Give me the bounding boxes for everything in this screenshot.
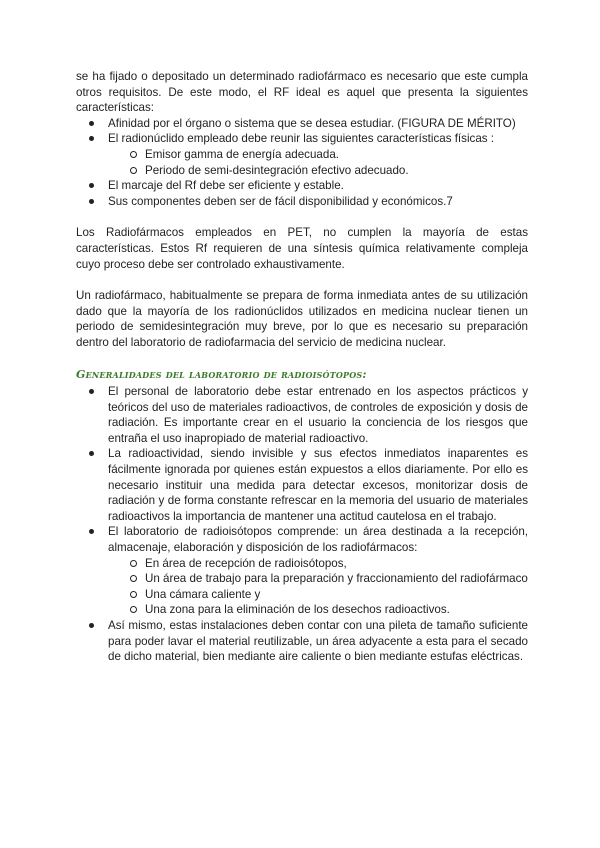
sub-list-item: Un área de trabajo para la preparación y fraccionamiento del radiofármaco (108, 571, 528, 587)
list-item: Sus componentes deben ser de fácil disponibilidad y económicos.7 (76, 194, 528, 210)
lab-areas-list (108, 556, 528, 618)
sub-list-item: Una cámara caliente y (108, 587, 528, 603)
list-item: El marcaje del Rf debe ser eficiente y estable. (76, 178, 528, 194)
sub-list-item: Emisor gamma de energía adecuada. (108, 147, 528, 163)
sub-list-item: Periodo de semi-desintegración efectivo adecuado. (108, 163, 528, 179)
lab-list (76, 384, 528, 665)
paragraph-gap (76, 209, 528, 225)
list-item: El radionúclido empleado debe reunir las siguientes características físicas : Emisor gamma de energía adecuada. Periodo de semi-desintegración efectivo adecuado. (76, 131, 528, 178)
list-item: La radioactividad, siendo invisible y sus efectos inmediatos inaparentes es fácilmente ignorada por quienes están expuestos a ellos diariamente. Por ello es necesario instituir una medida para detectar excesos, monitorizar dosis de radiación y de forma constante refrescar en la memoria del usuario de materiales radioactivos la importancia de mantener una actitud cautelosa en el trabajo. (76, 446, 528, 524)
pet-paragraph: Los Radiofármacos empleados en PET, no cumplen la mayoría de estas características. Estos Rf requieren de una síntesis química relativamente compleja cuyo proceso debe ser controlado exhaustivamente. (76, 226, 528, 271)
sub-list-item: Una zona para la eliminación de los desechos radioactivos. (108, 602, 528, 618)
intro-paragraph: se ha fijado o depositado un determinado radiofármaco es necesario que este cumpla otros requisitos. De este modo, el RF ideal es aquel que presenta la siguientes características: (76, 70, 528, 115)
preparation-paragraph: Un radiofármaco, habitualmente se prepara de forma inmediata antes de su utilización dado que la mayoría de los radionúclidos utilizados en medicina nuclear tienen un periodo de semidesintegración muy breve, por lo que es necesario su preparación dentro del laboratorio de radiofarmacia del servicio de medicina nuclear. (76, 289, 528, 349)
paragraph-gap (76, 351, 528, 367)
characteristics-list (76, 116, 528, 210)
physical-characteristics-list (108, 147, 528, 178)
document-page (76, 69, 528, 665)
list-item: El personal de laboratorio debe estar entrenado en los aspectos prácticos y teóricos del uso de materiales radioactivos, de controles de exposición y dosis de radiación. Es importante crear en el usuario la conciencia de los riesgos que entraña el uso inapropiado de material radioactivo. (76, 384, 528, 446)
list-item: Afinidad por el órgano o sistema que se desea estudiar. (FIGURA DE MÉRITO) (76, 116, 528, 132)
paragraph-gap (76, 272, 528, 288)
list-item: Así mismo, estas instalaciones deben contar con una pileta de tamaño suficiente para poder lavar el material reutilizable, un área adyacente a esta para el secado de dicho material, bien mediante aire caliente o bien mediante estufas eléctricas. (76, 618, 528, 665)
list-item: El laboratorio de radioisótopos comprende: un área destinada a la recepción, almacenaje, elaboración y disposición de los radiofármacos: En área de recepción de radioisótopos, Un área de trabajo para la preparación y fraccionamiento del radiofármaco Una cámara caliente y Una zona para la eliminación de los desechos radioactivos. (76, 524, 528, 618)
sub-list-item: En área de recepción de radioisótopos, (108, 556, 528, 572)
section-heading: Generalidades del laboratorio de radioisótopos: (76, 367, 367, 381)
